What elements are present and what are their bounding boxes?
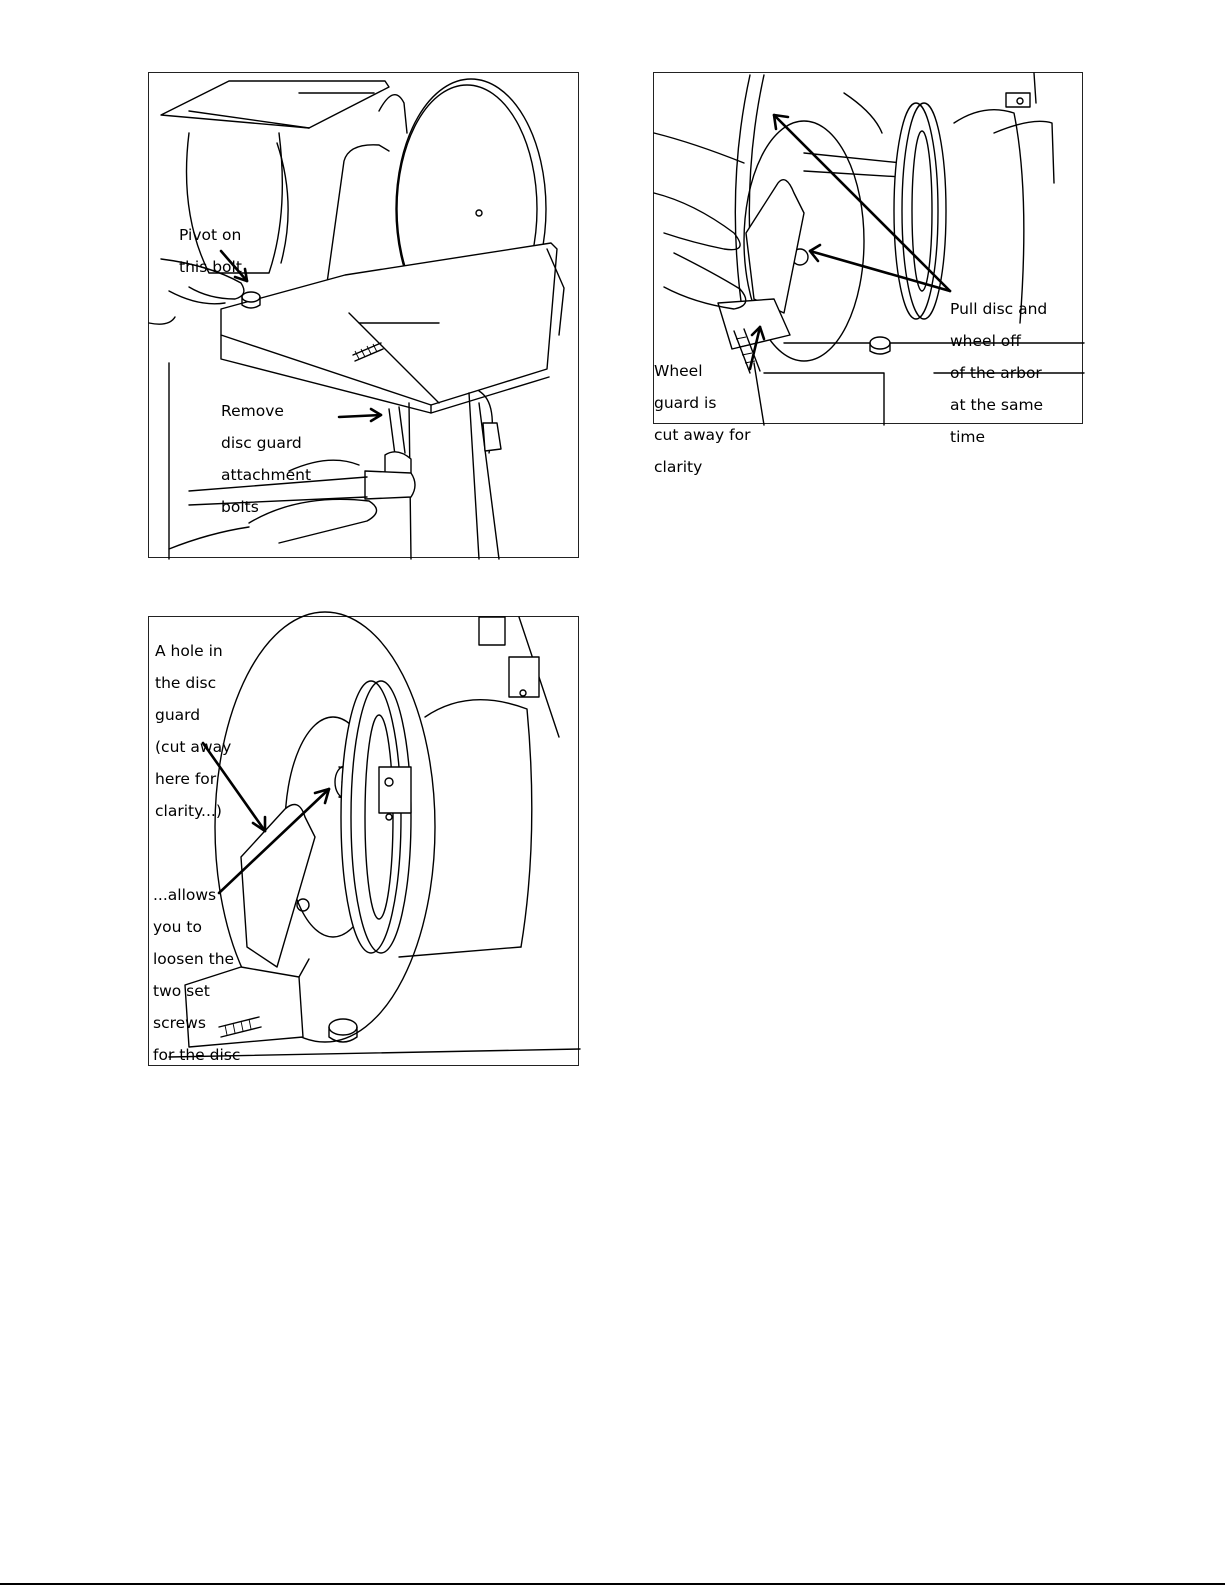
label-line: this bolt (179, 258, 242, 276)
label-line: A hole in (155, 642, 223, 660)
label-line: bolts (221, 498, 259, 516)
label-pull-disc-wheel (950, 285, 1047, 461)
figure-pull-disc-wheel (653, 72, 1083, 476)
label-line: disc guard (221, 434, 302, 452)
label-line: Pull disc and (950, 300, 1048, 318)
label-line: you to (153, 918, 202, 936)
label-line: Wheel (654, 362, 703, 380)
label-line: clarity (654, 458, 703, 476)
label-pivot-bolt (179, 211, 242, 291)
label-line: loosen the (153, 950, 235, 968)
label-line: of the arbor (950, 364, 1042, 382)
figure-disc-guard-hole (148, 616, 579, 1066)
label-line: wheel off (950, 332, 1021, 350)
label-line: guard is (654, 394, 717, 412)
label-line: for the disc (153, 1046, 241, 1064)
label-line: time (950, 428, 986, 446)
label-loosen-set-screws (153, 871, 240, 1079)
sander-illustration-pivot (149, 73, 580, 559)
label-wheel-guard-cutaway (654, 347, 750, 491)
label-disc-guard-hole (155, 627, 231, 835)
label-line: two set (153, 982, 210, 1000)
label-line: attachment (221, 466, 312, 484)
label-line: at the same (950, 396, 1044, 414)
label-line: here for (155, 770, 217, 788)
label-line: (cut away (155, 738, 232, 756)
label-line: cut away for (654, 426, 751, 444)
label-line: screws (153, 1014, 206, 1032)
label-line: ...allows (153, 886, 217, 904)
label-line: the disc (155, 674, 217, 692)
label-line: Remove (221, 402, 284, 420)
label-line: Pivot on (179, 226, 242, 244)
figure-pivot-disc-guard (148, 72, 579, 558)
label-remove-bolts (221, 387, 311, 531)
label-line: guard (155, 706, 201, 724)
label-line: clarity...) (155, 802, 222, 820)
